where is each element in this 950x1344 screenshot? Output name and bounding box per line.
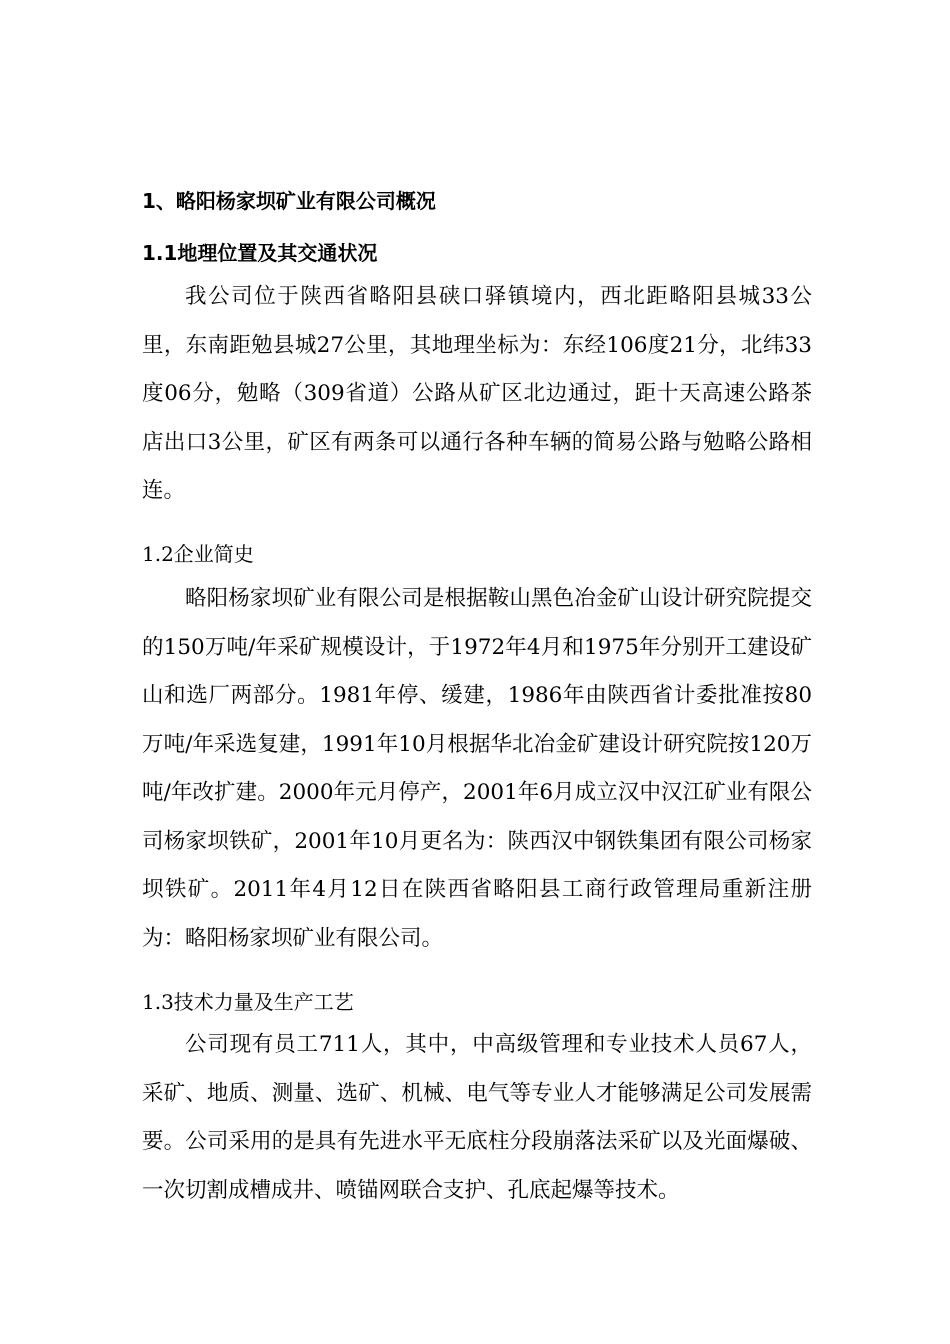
main-heading: 1、略阳杨家坝矿业有限公司概况 (142, 189, 436, 213)
section-title-technology: 1.3技术力量及生产工艺 (142, 990, 354, 1014)
section-title-location: 1.1地理位置及其交通状况 (142, 241, 378, 265)
section-body-location: 我公司位于陕西省略阳县硖口驿镇境内，西北距略阳县城33公里，东南距勉县城27公里，其地理坐标为：东经106度21分，北纬33度06分，勉略（309省道）公路从矿区北边通过，距十天高速公路茶店出口3公里，矿区有两条可以通行各种车辆的简易公路与勉略公路相连。 (142, 284, 812, 503)
section-title-history: 1.2企业简史 (142, 542, 254, 566)
section-body-history: 略阳杨家坝矿业有限公司是根据鞍山黑色冶金矿山设计研究院提交的150万吨/年采矿规模设计，于1972年4月和1975年分别开工建设矿山和选厂两部分。1981年停、缓建，1986年由陕西省计委批准按80万吨/年采选复建，1991年10月根据华北冶金矿建设计研究院按120万吨/年改扩建。2000年元月停产，2001年6月成立汉中汉江矿业有限公司杨家坝铁矿，2001年10月更名为：陕西汉中钢铁集团有限公司杨家坝铁矿。2011年4月12日在陕西省略阳县工商行政管理局重新注册为：略阳杨家坝矿业有限公司。 (142, 586, 812, 951)
section-body-technology: 公司现有员工711人，其中，中高级管理和专业技术人员67人，采矿、地质、测量、选矿、机械、电气等专业人才能够满足公司发展需要。公司采用的是具有先进水平无底柱分段崩落法采矿以及光面爆破、一次切割成槽成井、喷锚网联合支护、孔底起爆等技术。 (142, 1032, 812, 1203)
